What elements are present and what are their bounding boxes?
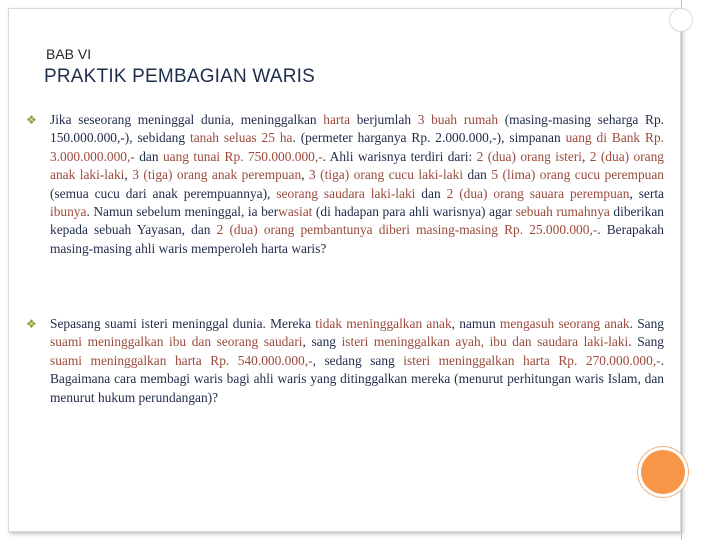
highlighted-text: 3 (tiga) orang cucu laki-laki — [309, 167, 464, 183]
highlighted-text: 3 buah rumah — [417, 112, 499, 127]
decorative-top-circle — [669, 8, 693, 32]
paragraph-text: dan — [415, 185, 447, 201]
paragraph-text: . Ahli warisnya terdiri dari: — [322, 148, 477, 164]
paragraph-text: Sepasang suami isteri meninggal dunia. Mereka — [50, 316, 316, 331]
paragraph-text: . (permeter harganya Rp. 2.000.000,-), simpanan — [292, 130, 566, 146]
paragraph-text: . Namun sebelum meninggal, ia ber — [86, 204, 279, 220]
paragraph-text: , sedang sang — [312, 352, 404, 368]
paragraph-text: . Sang — [629, 316, 664, 331]
paragraph-text: . Berapakah masing-masing ahli waris memperoleh harta waris? — [50, 222, 665, 256]
highlighted-text: suami meninggalkan ibu dan seorang saudari — [50, 334, 303, 350]
diamond-bullet-icon: ❖ — [26, 113, 37, 127]
highlighted-text: harta — [323, 112, 351, 127]
highlighted-text: ibunya — [50, 204, 87, 220]
highlighted-text: tanah seluas 25 ha — [189, 130, 293, 146]
chapter-label: BAB VI — [46, 46, 92, 62]
paragraph-text: . Sang — [628, 334, 664, 350]
paragraph-text: berjumlah — [350, 112, 418, 127]
paragraph-text: . Bagaimana cara membagi waris bagi ahli waris yang ditinggalkan mereka (menurut perhitungan waris Islam, dan menurut hukum perundangan)? — [50, 352, 664, 405]
list-item — [50, 315, 664, 407]
highlighted-text: isteri meninggalkan ayah, ibu dan saudara laki-laki — [341, 334, 629, 350]
paragraph-text: , — [582, 148, 590, 164]
highlighted-text: 3 (tiga) orang anak perempuan — [132, 167, 302, 183]
highlighted-text: mengasuh seorang anak — [499, 316, 630, 331]
list-item — [50, 111, 664, 258]
paragraph-text: , — [124, 167, 133, 183]
page-title: PRAKTIK PEMBAGIAN WARIS — [44, 66, 315, 87]
paragraph-text: (semua cucu dari anak perempuannya), — [50, 185, 277, 201]
highlighted-text: uang di Bank Rp. 3.000.000.000,- — [50, 130, 664, 164]
paragraph-text: , sang — [302, 334, 342, 350]
paragraph-text: , serta — [629, 185, 664, 201]
highlighted-text: isteri meninggalkan harta Rp. 270.000.000,- — [403, 352, 661, 368]
highlighted-text: 2 (dua) orang pembantunya diberi masing-masing Rp. 25.000.000,- — [216, 222, 598, 238]
highlighted-text: tidak meninggalkan anak — [315, 316, 452, 331]
highlighted-text: seorang saudara laki-laki — [276, 185, 416, 201]
diamond-bullet-icon: ❖ — [26, 317, 37, 331]
highlighted-text: 2 (dua) orang isteri — [476, 148, 583, 164]
highlighted-text: uang tunai Rp. 750.000.000,- — [162, 148, 323, 164]
decorative-orange-circle — [641, 450, 685, 494]
paragraph-text: (di hadapan para ahli warisnya) agar — [312, 204, 516, 220]
paragraph-text: , namun — [451, 316, 500, 331]
highlighted-text: 2 (dua) orang anak laki-laki — [50, 148, 664, 183]
paragraph-text: diberikan kepada sebuah Yayasan, dan — [50, 204, 664, 238]
paragraph-text: dan — [134, 148, 163, 164]
paragraph-text: Jika seseorang meninggal dunia, meninggalkan — [50, 112, 324, 127]
paragraph-text: (masing-masing seharga Rp. 150.000.000,-), sebidang — [50, 112, 664, 146]
highlighted-text: suami meninggalkan harta Rp. 540.000.000,- — [50, 352, 313, 368]
highlighted-text: 2 (dua) orang sauara perempuan — [446, 185, 630, 201]
paragraph-text: , — [301, 167, 309, 183]
paragraph-text: dan — [463, 167, 492, 183]
highlighted-text: sebuah rumahnya — [515, 204, 610, 220]
highlighted-text: 5 (lima) orang cucu perempuan — [491, 167, 665, 183]
highlighted-text: wasiat — [278, 204, 313, 220]
